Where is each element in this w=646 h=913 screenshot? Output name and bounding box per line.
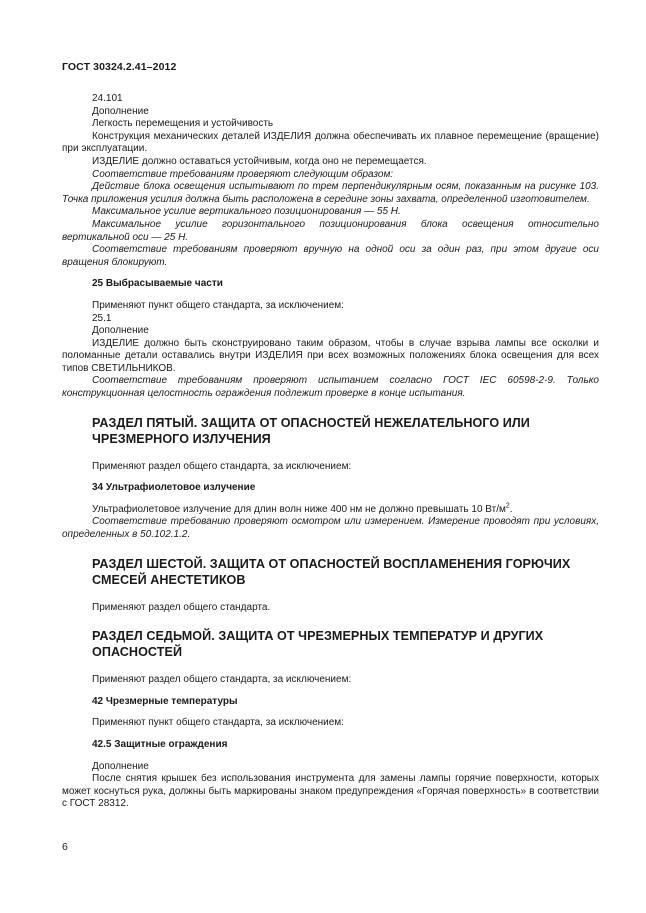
paragraph: Конструкция механических деталей ИЗДЕЛИЯ должна обеспечивать их плавное перемещение (вращение) при эксплуатации.	[62, 130, 599, 155]
compliance-paragraph: Соответствие требованиям проверяют вручную на одной оси за один раз, при этом другие оси вращения блокируют.	[62, 244, 599, 268]
clause-heading-42-5: 42.5 Защитные ограждения	[92, 739, 228, 750]
compliance-paragraph: Соответствие требованиям проверяют следующим образом:	[92, 168, 394, 180]
paragraph: ИЗДЕЛИЕ должно оставаться устойчивым, когда оно не перемещается.	[92, 155, 427, 167]
paragraph: Применяют раздел общего стандарта.	[92, 601, 271, 613]
superscript: 2	[505, 502, 510, 510]
paragraph: После снятия крышек без использования инструмента для замены лампы горячие поверхности, которых может коснуться рука, должны быть маркированы знаком предупреждения «Горячая поверхность» в соответствии с ГОСТ 28312.	[62, 773, 599, 810]
paragraph: Применяют раздел общего стандарта, за исключением:	[92, 674, 352, 686]
period: .	[509, 503, 513, 515]
compliance-paragraph: Максимальное усилие вертикального позиционирования — 55 Н.	[92, 206, 401, 218]
section-heading-6: РАЗДЕЛ ШЕСТОЙ. ЗАЩИТА ОТ ОПАСНОСТЕЙ ВОСПЛАМЕНЕНИЯ ГОРЮЧИХ СМЕСЕЙ АНЕСТЕТИКОВ	[92, 556, 571, 587]
addition-label: Дополнение	[92, 760, 149, 772]
paragraph: Применяют пункт общего стандарта, за исключением:	[92, 299, 344, 311]
section-heading-5: РАЗДЕЛ ПЯТЫЙ. ЗАЩИТА ОТ ОПАСНОСТЕЙ НЕЖЕЛАТЕЛЬНОГО ИЛИ ЧРЕЗМЕРНОГО ИЗЛУЧЕНИЯ	[92, 415, 530, 446]
compliance-paragraph: Максимальное усилие горизонтального позиционирования блока освещения относительно вертикальной оси — 25 Н.	[62, 218, 599, 243]
compliance-paragraph: Соответствие требованию проверяют осмотром или измерением. Измерение проводят при условиях, определенных в 50.102.1.2.	[62, 516, 599, 541]
paragraph: Применяют пункт общего стандарта, за исключением:	[92, 717, 344, 729]
document-body	[62, 93, 599, 811]
uv-limit-text: Ультрафиолетовое излучение для длин волн ниже 400 нм не должно превышать 10 Вт/м	[92, 503, 506, 515]
clause-title: Легкость перемещения и устойчивость	[92, 118, 274, 130]
page-number: 6	[62, 841, 68, 853]
clause-heading-25: 25 Выбрасываемые части	[92, 278, 223, 290]
compliance-paragraph: Соответствие требованиям проверяют испытанием согласно ГОСТ IEC 60598-2-9. Только конструкционная целостность ограждения подлежит проверке в конце испытания.	[62, 375, 599, 400]
addition-label: Дополнение	[92, 105, 149, 117]
paragraph	[62, 504, 599, 517]
clause-number: 25.1	[92, 312, 112, 324]
section-heading-7: РАЗДЕЛ СЕДЬМОЙ. ЗАЩИТА ОТ ЧРЕЗМЕРНЫХ ТЕМПЕРАТУР И ДРУГИХ ОПАСНОСТЕЙ	[92, 629, 544, 660]
paragraph: ИЗДЕЛИЕ должно быть сконструировано таким образом, чтобы в случае взрыва лампы все осколки и поломанные детали оставались внутри ИЗДЕЛИЯ при всех возможных положениях блока освещения для всех типов СВЕТИЛЬНИКОВ.	[62, 337, 599, 374]
clause-heading-42: 42 Чрезмерные температуры	[92, 695, 238, 707]
compliance-paragraph: Действие блока освещения испытывают по трем перпендикулярным осям, показанным на рисунке 103. Точка приложения усилия должна быть расположена в середине зоны захвата, определенной изготовителем.	[62, 181, 599, 205]
clause-heading-34: 34 Ультрафиолетовое излучение	[92, 482, 256, 494]
paragraph: Применяют раздел общего стандарта, за исключением:	[92, 460, 352, 472]
standard-code-header: ГОСТ 30324.2.41–2012	[62, 61, 177, 73]
addition-label: Дополнение	[92, 325, 149, 337]
clause-number: 24.101	[92, 93, 123, 104]
